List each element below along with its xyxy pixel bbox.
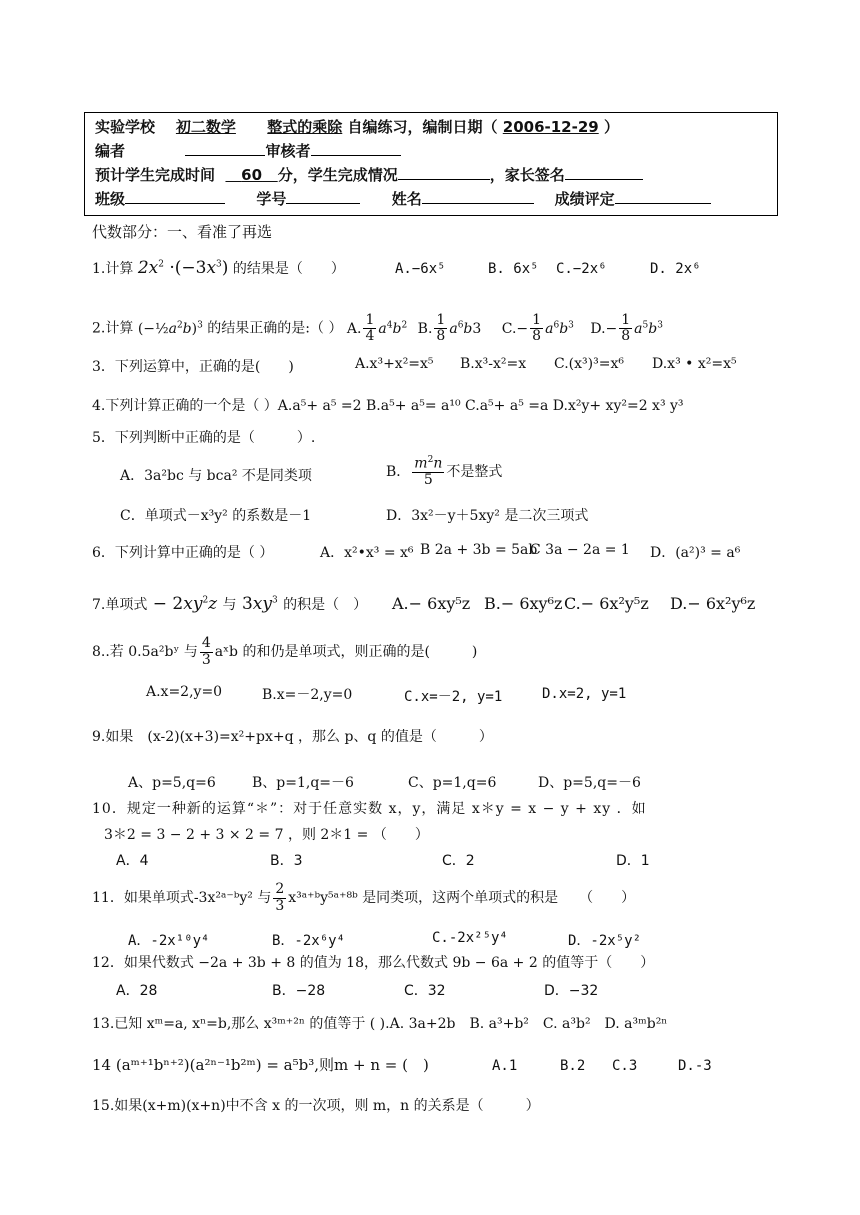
q10-option-a[interactable]: A．4 (116, 853, 149, 869)
q1-text: 1.计算 (92, 261, 134, 277)
q14-option-c[interactable]: C.3 (612, 1058, 638, 1074)
header-row-4 (95, 187, 767, 211)
grade-subject: 初二数学 (175, 118, 236, 136)
q1-option-c[interactable]: C.−2x⁶ (556, 261, 607, 277)
question-14: 14 (aᵐ⁺¹bⁿ⁺²)(a²ⁿ⁻¹b²ᵐ) = a⁵b³,则m + n = ( ) (92, 1056, 429, 1074)
q2-option-d[interactable]: D.− $\frac{1}{8}$ $a^5b^3$ (590, 311, 663, 345)
question-7: 7.单项式 − $2xy^2z$ 与 $3xy^3$ 的积是（ ） (92, 594, 368, 614)
student-no-label: 学号 (256, 190, 287, 208)
q14-option-d[interactable]: D.-3 (678, 1058, 712, 1074)
q9-option-a[interactable]: A、p=5,q=6 (128, 775, 216, 791)
q9-option-c[interactable]: C、p=1,q=6 (408, 775, 497, 791)
q6-option-a[interactable]: A．x²•x³ = x⁶ (320, 545, 414, 561)
q1-option-b[interactable]: B. 6x⁵ (488, 261, 539, 277)
q8-option-c[interactable]: C.x=－2, y=1 (404, 689, 503, 705)
name-label: 姓名 (391, 190, 422, 208)
q2-option-b[interactable]: B. $\frac{1}{8}$ $a^6b3$ (417, 311, 482, 345)
parent-label: ，家长签名 (489, 166, 565, 184)
question-9: 9.如果 (x-2)(x+3)=x²+px+q ，那么 p、q 的值是（ ） (92, 729, 493, 745)
q9-option-d[interactable]: D、p=5,q=－6 (538, 775, 641, 791)
q5-option-c[interactable]: C．单项式－x³y² 的系数是－1 (120, 508, 312, 524)
q3-option-d[interactable]: D.x³ • x²=x⁵ (652, 356, 737, 372)
header-box (84, 112, 778, 216)
question-6: 6．下列计算中正确的是（ ） (92, 545, 274, 561)
time-label: 预计学生完成时间 (95, 166, 216, 184)
minutes-label: 分，学生完成情况 (277, 166, 398, 184)
class-blank[interactable] (125, 187, 225, 204)
date-close: ） (603, 118, 619, 136)
question-11: 11．如果单项式-3x²ᵃ⁻ᵇy² 与 $\frac{2}{3}$ x³ᵃ⁺ᵇy⁵ᵃ⁺⁸ᵇ 是同类项，这两个单项式的积是 （ ） (92, 881, 636, 914)
question-5: 5．下列判断中正确的是（ ）. (92, 430, 316, 446)
header-row-2 (95, 139, 767, 163)
q1-option-d[interactable]: D. 2x⁶ (650, 261, 701, 277)
q1-option-a[interactable]: A.−6x⁵ (395, 261, 446, 277)
question-4: 4.下列计算正确的一个是（ ）A.a⁵+ a⁵ =2 B.a⁵+ a⁵= a¹⁰ C.a⁵+ a⁵ =a D.x²y+ xy²=2 x³ y³ (92, 398, 684, 414)
header-row-3 (95, 163, 767, 187)
q5-option-d[interactable]: D．3x²－y＋5xy² 是二次三项式 (386, 508, 589, 524)
q7-option-c[interactable]: C.− 6x²y⁵z (564, 594, 649, 613)
reviewer-label: 审核者 (265, 142, 311, 160)
class-label: 班级 (95, 190, 126, 208)
q12-option-a[interactable]: A．28 (116, 983, 158, 999)
question-10-line2: 3＊2 = 3 − 2 + 3 × 2 = 7 ，则 2＊1 = （ ） (104, 827, 429, 843)
q7-option-d[interactable]: D.− 6x²y⁶z (670, 594, 756, 613)
q2-option-c[interactable]: C.− $\frac{1}{8}$ $a^6b^3$ (501, 311, 574, 345)
q6-option-c[interactable]: C 3a − 2a = 1 (530, 542, 630, 558)
q8-option-a[interactable]: A.x=2,y=0 (146, 684, 223, 700)
q7-option-b[interactable]: B.− 6xy⁶z (484, 594, 563, 613)
q7-option-a[interactable]: A.− 6xy⁵z (392, 594, 471, 613)
q14-option-a[interactable]: A.1 (492, 1058, 518, 1074)
date: 2006-12-29 (502, 118, 599, 136)
q6-option-d[interactable]: D．(a²)³ = a⁶ (650, 545, 741, 561)
school: 实验学校 (95, 118, 156, 136)
score-label: 成绩评定 (554, 190, 615, 208)
question-8: 8..若 0.5a²bʸ 与 $\frac{4}{3}$ aˣb 的和仍是单项式，则正确的是( ) (92, 635, 478, 668)
name-blank[interactable] (422, 187, 534, 204)
q2-text: 2.计算 (92, 320, 134, 337)
header-row-1 (95, 115, 767, 139)
question-3: 3．下列运算中，正确的是( ) (92, 359, 294, 375)
section-title: 代数部分：一、看准了再选 (92, 223, 273, 241)
question-12: 12．如果代数式 −2a + 3b + 8 的值为 18，那么代数式 9b − 6a + 2 的值等于（ ） (92, 955, 655, 971)
q6-option-b[interactable]: B 2a + 3b = 5ab (420, 542, 538, 558)
q8-option-b[interactable]: B.x=－2,y=0 (262, 687, 353, 703)
q14-option-b[interactable]: B.2 (560, 1058, 586, 1074)
q11-option-b[interactable]: B．-2x⁶y⁴ (272, 933, 346, 949)
q9-option-b[interactable]: B、p=1,q=－6 (252, 775, 354, 791)
q11-option-c[interactable]: C.-2x²⁵y⁴ (432, 930, 508, 946)
completion-blank[interactable] (398, 163, 490, 180)
q10-option-c[interactable]: C．2 (442, 853, 475, 869)
q2-option-a[interactable]: A. $\frac{1}{4}$ $a^4b^2$ (346, 311, 408, 345)
q5-option-a[interactable]: A．3a²bc 与 bca² 不是同类项 (120, 468, 312, 484)
q12-option-d[interactable]: D．−32 (544, 983, 599, 999)
reviewer-blank[interactable] (311, 139, 401, 156)
q10-option-d[interactable]: D．1 (616, 853, 650, 869)
q8-option-d[interactable]: D.x=2, y=1 (542, 686, 627, 702)
q12-option-c[interactable]: C．32 (404, 983, 446, 999)
q3-option-b[interactable]: B.x³-x²=x (460, 356, 527, 372)
question-10: 10．规定一种新的运算“＊”：对于任意实数 x，y，满足 x＊y = x − y + xy ．如 (92, 801, 647, 817)
question-2: 2.计算 $(-\frac{1}{2}a^2b)^3$ 的结果正确的是:（ ） A. $\frac{1}{4}$ $a^4b^2$ B. $\frac{1}{8}$ $a^6b3$ C.− $\frac{1}{8}$ $a^6b^3$ D.− $\frac{1}{8}$ $a^5b^3$ (92, 311, 663, 345)
parent-sign-blank[interactable] (565, 163, 643, 180)
question-1: 1.计算 $2x^2 \cdot(-3x^3)$ 的结果是（ ） (92, 258, 345, 278)
practice-label: 自编练习，编制日期（ (347, 118, 498, 136)
q12-option-b[interactable]: B．−28 (272, 983, 326, 999)
q11-option-d[interactable]: D．-2x⁵y² (568, 933, 642, 949)
question-15: 15.如果(x+m)(x+n)中不含 x 的一次项，则 m，n 的关系是（ ） (92, 1098, 540, 1114)
q5-option-b[interactable]: B． $\frac{m^2n}{5}$ 不是整式 (386, 454, 503, 488)
time-value: 60 (241, 166, 263, 184)
q1-suffix: 的结果是（ ） (232, 261, 345, 277)
topic: 整式的乘除 (267, 118, 343, 136)
q2-suffix: 的结果正确的是:（ ） (207, 320, 343, 337)
q10-option-b[interactable]: B．3 (270, 853, 303, 869)
editor-label: 编者 (95, 142, 126, 160)
student-no-blank[interactable] (286, 187, 360, 204)
editor-blank[interactable] (185, 139, 265, 156)
q3-option-a[interactable]: A.x³+x²=x⁵ (355, 356, 434, 372)
q11-option-a[interactable]: A．-2x¹⁰y⁴ (128, 933, 210, 949)
question-13: 13.已知 xᵐ=a, xⁿ=b,那么 x³ᵐ⁺²ⁿ 的值等于 ( ).A. 3a+2b B. a³+b² C. a³b² D. a³ᵐb²ⁿ (92, 1016, 668, 1032)
q3-option-c[interactable]: C.(x³)³=x⁶ (554, 356, 624, 372)
score-blank[interactable] (615, 187, 711, 204)
